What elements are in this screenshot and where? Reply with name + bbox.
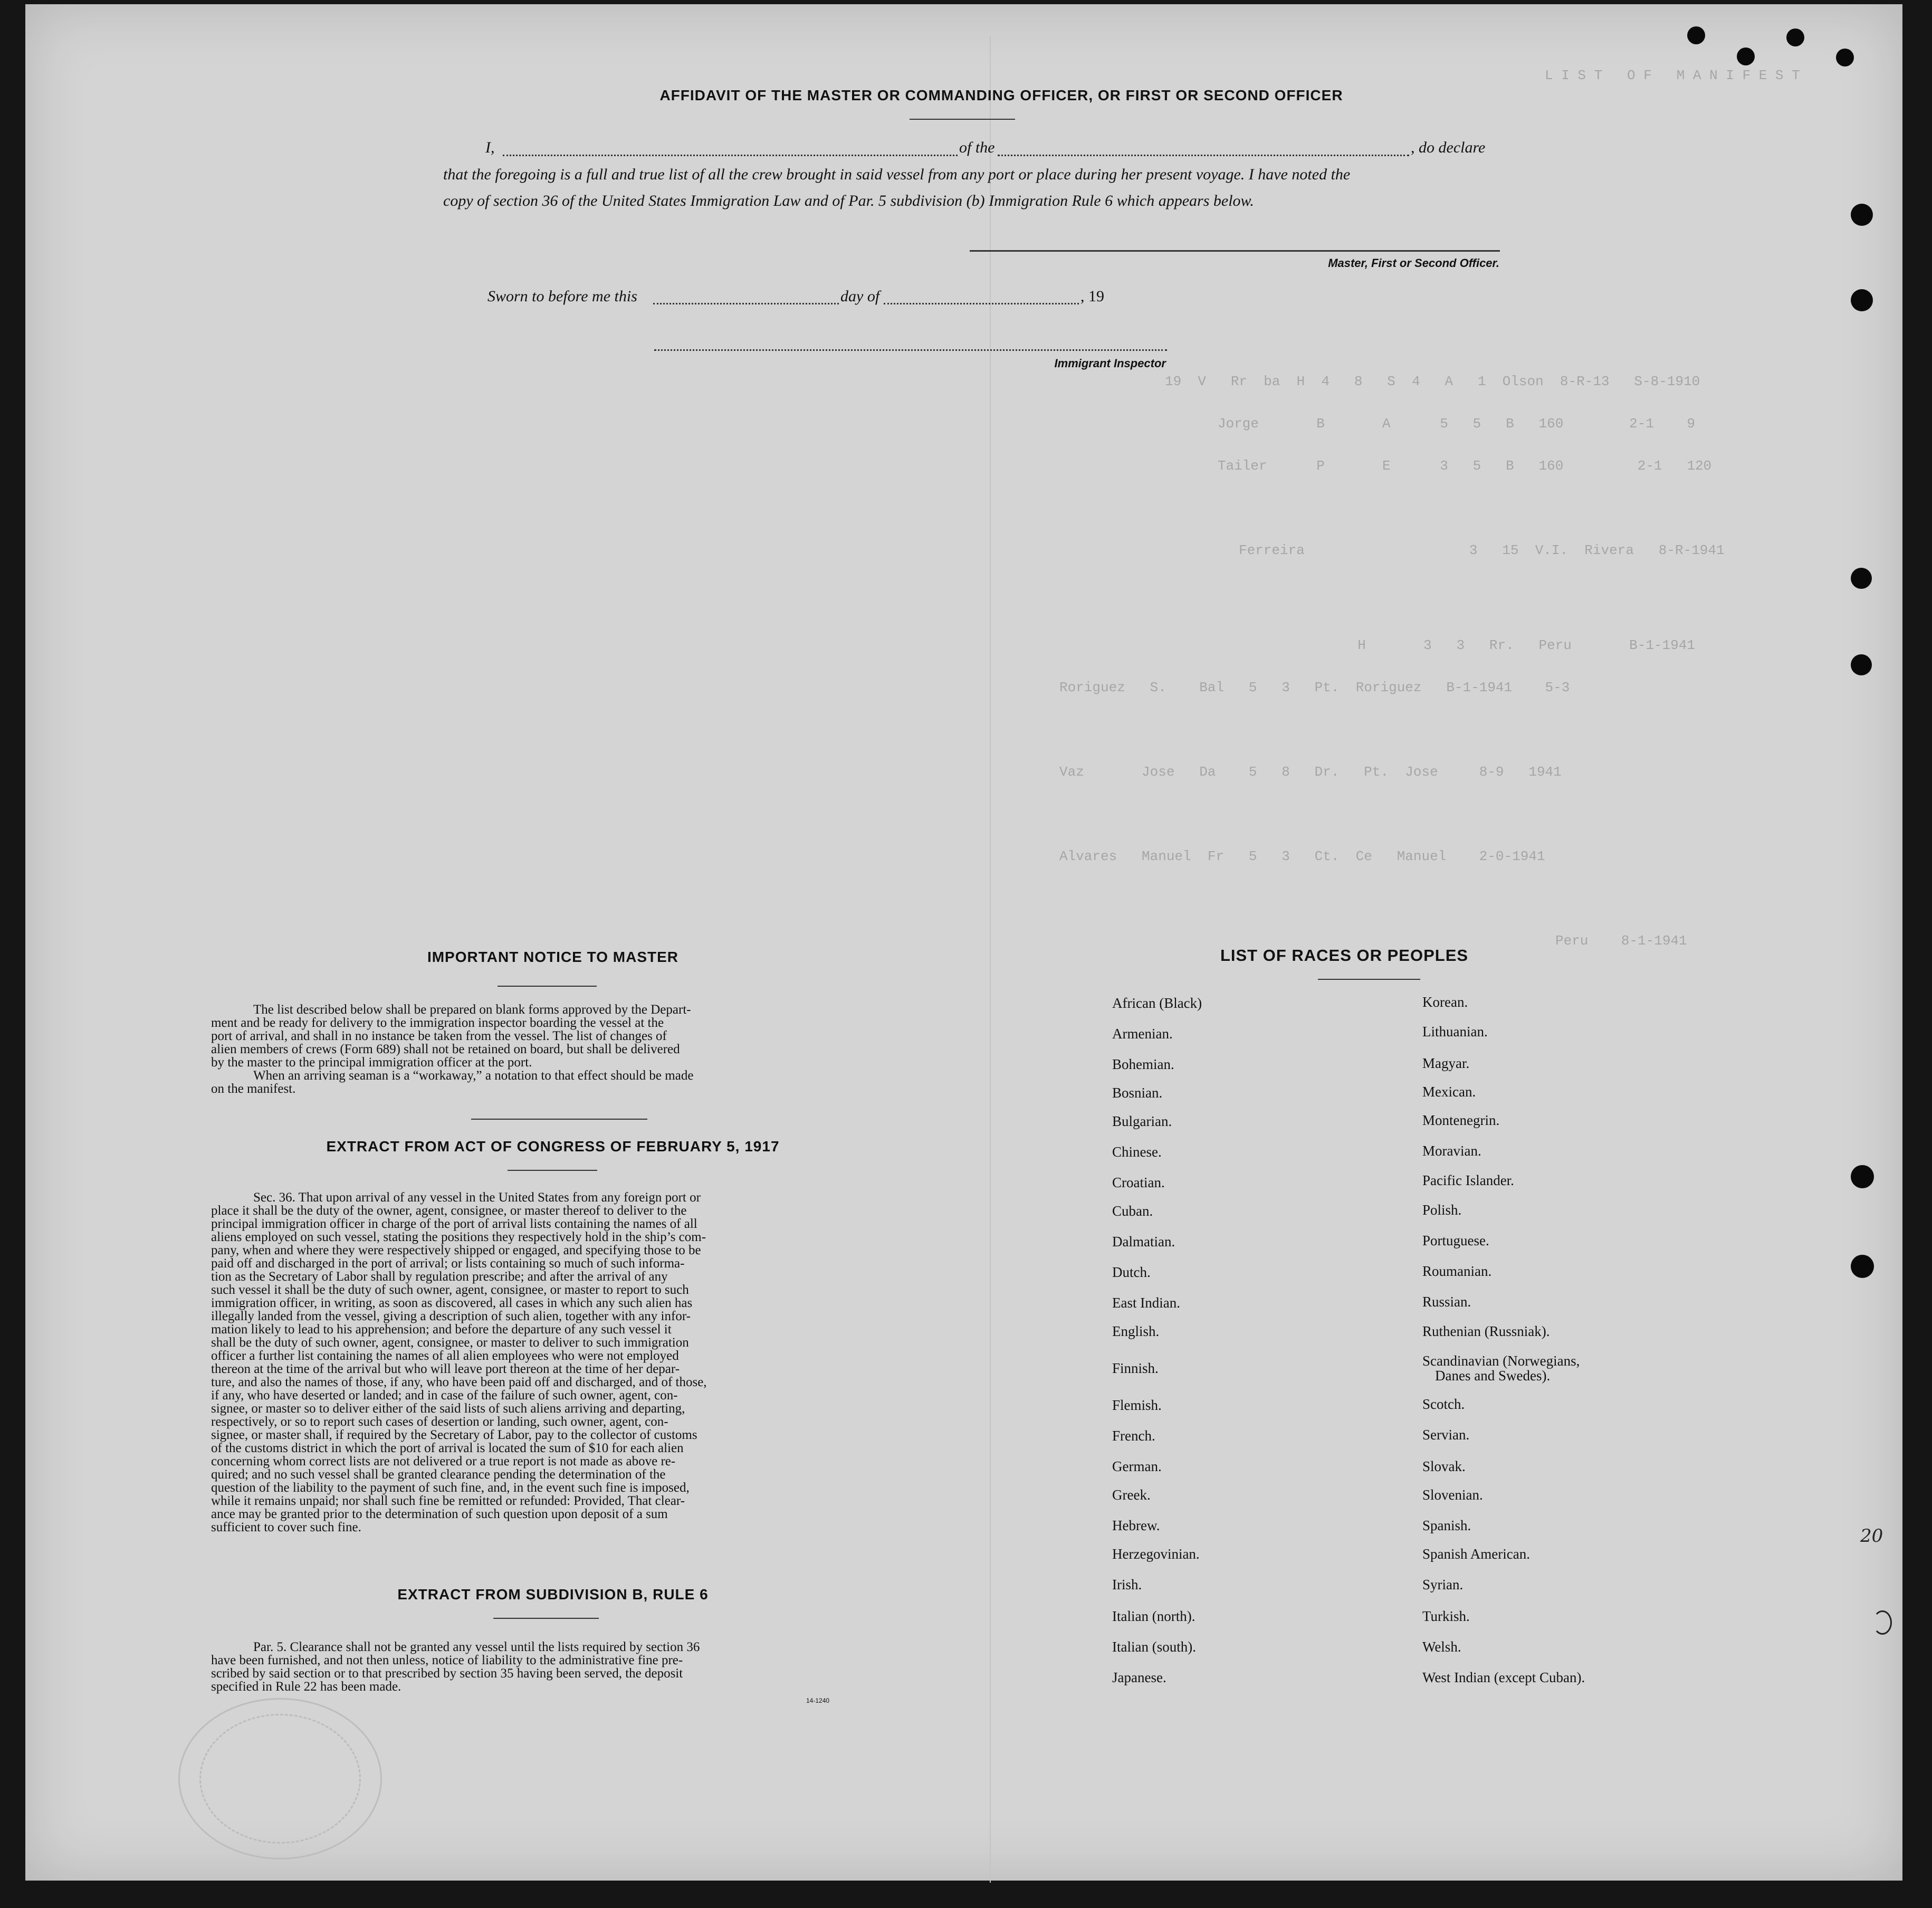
sworn-month-field[interactable] (884, 303, 1079, 304)
notice-line: port of arrival, and shall in no instance be taken from the vessel. The list of changes of (211, 1029, 667, 1043)
race-item: Bosnian. (1112, 1085, 1163, 1101)
act-line: question of the liability to the payment of such fine, and, in the event such fine is imposed, (211, 1481, 690, 1495)
act-line: mation likely to lead to his apprehension; and before the departure of any such vessel it (211, 1322, 672, 1337)
act-line: if any, who have deserted or landed; and in case of the failure of such owner, agent, con- (211, 1388, 678, 1403)
races-title-rule (1318, 979, 1420, 980)
notice-title-rule (498, 986, 597, 987)
race-item: Russian. (1422, 1294, 1471, 1310)
notice-line: on the manifest. (211, 1082, 296, 1096)
act-line: tion as the Secretary of Labor shall by regulation prescribe; and after the arrival of any (211, 1270, 668, 1284)
race-item: Croatian. (1112, 1175, 1165, 1190)
punch-hole (1851, 289, 1873, 311)
act-line: quired; and no such vessel shall be granted clearance pending the determination of the (211, 1467, 666, 1482)
race-item: English. (1112, 1323, 1160, 1339)
master-signature-label: Master, First or Second Officer. (1328, 256, 1499, 270)
race-item: Chinese. (1112, 1144, 1162, 1160)
notice-title: IMPORTANT NOTICE TO MASTER (427, 949, 679, 965)
race-item: Scandinavian (Norwegians, (1422, 1353, 1580, 1369)
race-item: Spanish American. (1422, 1546, 1530, 1562)
race-item: Scotch. (1422, 1396, 1465, 1412)
race-item: Korean. (1422, 994, 1468, 1010)
act-line: aliens employed on such vessel, stating the positions they respectively hold in the ship’s com- (211, 1230, 706, 1244)
race-item: West Indian (except Cuban). (1422, 1669, 1585, 1685)
rule-line: specified in Rule 22 has been made. (211, 1680, 401, 1694)
punch-hole (1851, 1255, 1874, 1278)
act-line: principal immigration officer in charge of the port of arrival lists containing the names of all (211, 1217, 697, 1231)
race-item: Pacific Islander. (1422, 1172, 1514, 1188)
notice-line: ment and be ready for delivery to the immigration inspector boarding the vessel at the (211, 1016, 664, 1030)
race-item: Bohemian. (1112, 1056, 1174, 1072)
punch-hole (1786, 28, 1804, 46)
inspector-label: Immigrant Inspector (1054, 357, 1166, 370)
punch-hole (1851, 1165, 1874, 1188)
punch-hole (1851, 568, 1872, 589)
form-number: 14-1240 (806, 1697, 830, 1704)
act-line: signee, or master shall, if required by the Secretary of Labor, pay to the collector of customs (211, 1428, 697, 1442)
rule-title: EXTRACT FROM SUBDIVISION B, RULE 6 (397, 1586, 709, 1602)
document-sheet: L I S T O F M A N I F E S T 19 V Rr ba H 4 8 S 4 A 1 Olson 8-R-13 S-8-1910 Jorge B A 5 5 B 160 2-1 9 Tailer P E 3 5 B 160 2-1 120 Ferreira 3 15 V.I. Rivera 8-R-1941 H 3 3 Rr. Peru B-1-1941 Roriguez S. Bal 5 3 Pt. Roriguez B-1-1941 5-3 Vaz Jose Da 5 8 Dr. Pt. Jose 8-9 1941 Alvares Manuel Fr 5 3 Ct. Ce Manuel 2-0-1941 Peru 8-1-1941 AFFIDAVIT OF THE MASTER OR COMMANDING OFFICER, OR FIRST OR SECOND OFFICER I, of the , do declare that the foregoing is a full and true list of all the crew brought in said vessel from any port or place during her present voyage. I have noted the copy of section 36 of the United States Immigration Law and of Par. 5 subdivision (b) Immigration Rule 6 which appears below. Master, First or Second Officer. Sworn to before me this day of , 19 Immigrant Inspector IMPORTANT NOTICE TO MASTER The list described below shall be prepared on blank forms approved by the Depart- ment and be ready for delivery to the immigration inspector boarding the vessel at the port of arrival, and shall in no instance be taken from the vessel. The list of changes of alien members of crews (Form 689) shall not be retained on board, but shall be delivered by the master to the principal immigration officer at the port. When an arriving seaman is a “workaway,” a notation to that effect should be made on the manifest. EXTRACT FROM ACT OF CONGRESS OF FEBRUARY 5, 1917 Sec. 36. That upon arrival of any vessel in the United States from any foreign port or place it shall be the duty of the owner, agent, consignee, or master thereof to deliver to the principal immigration officer in charge of the port of arrival lists containing the names of all aliens employed on such vessel, stating the positions they respectively hold in the ship’s com- pany, when and where they were respectively shipped or engaged, and specifying those to be paid off and discharged in the port of arrival; or lists containing so much of such informa- tion as the Secretary of Labor shall by regulation prescribe; and after the arrival of any such vessel it shall be the duty of such owner, agent, consignee, or master to report to such immigration officer, in writing, as soon as discovered, all cases in which any such alien has illegally landed from the vessel, giving a description of such alien, together with any infor- mation likely to lead to his apprehension; and before the departure of any such vessel it shall be the duty of such owner, agent, consignee, or master to deliver to such immigration officer a further list containing the names of all alien employees who were not employed thereon at the time of the arrival but who will leave port thereon at the time of her depar- ture, and also the names of those, if any, who have been paid off and discharged, and of those, if any, who have deserted or landed; and in case of the failure of such owner, agent, con- signee, or master so to deliver either of the said lists of such aliens arriving and departing, respectively, or so to report such cases of desertion or landing, such owner, agent, con- signee, or master shall, if required by the Secretary of Labor, pay to the collector of customs of the customs district in which the port of arrival is located the sum of $10 for each alien concerning whom correct lists are not delivered or a true report is not made as above re- quired; and no such vessel shall be granted clearance pending the determination of the question of the liability to the payment of such fine, and, in the event such fine is imposed, while it remains unpaid; nor shall such fine be remitted or refunded: Provided, That clear- ance may be granted prior to the determination of such question upon deposit of a sum sufficient to cover such fine. EXTRACT FROM SUBDIVISION B, RULE 6 Par. 5. Clearance shall not be granted any vessel until the lists required by section 36 have been furnished, and not then unless, notice of liability to the administrative fine pre- scribed by said section or to that prescribed by section 35 having been served, the deposit specified in Rule 22 has been made. 14-1240 LIST OF RACES OR PEOPLES African (Black) Armenian. Bohemian. Bosnian. Bulgarian. Chinese. Croatian. Cuban. Dalmatian. Dutch. East Indian. English. Finnish. Flemish. French. German. Greek. Hebrew. Herzegovinian. Irish. Italian (north). Italian (south). Japanese. Korean. Lithuanian. Magyar. Mexican. Montenegrin. Moravian. Pacific Islander. Polish. Portuguese. Roumanian. Russian. Ruthenian (Russniak). Scandinavian (Norwegians, Danes and Swedes). Scotch. Servian. Slovak. Slovenian. Spanish. Spanish American. Syrian. Turkish. Welsh. West Indian (except Cuban). 20 (25, 4, 1902, 1881)
vessel-name-field[interactable] (998, 155, 1409, 156)
race-item: Lithuanian. (1422, 1024, 1488, 1039)
affidavit-i: I, (485, 139, 495, 156)
rule-body (211, 1640, 864, 1693)
act-line: officer a further list containing the names of all alien employees who were not employed (211, 1349, 679, 1363)
act-line: concerning whom correct lists are not delivered or a true report is not made as above re- (211, 1454, 676, 1468)
race-item: Slovenian. (1422, 1487, 1483, 1503)
race-item: Italian (south). (1112, 1639, 1196, 1655)
race-item: Welsh. (1422, 1639, 1461, 1655)
act-line: thereon at the time of the arrival but who will leave port thereon at the time of her depar- (211, 1362, 680, 1376)
race-item: Irish. (1112, 1577, 1142, 1592)
sworn-day-of: day of (840, 288, 880, 305)
punch-hole (1851, 204, 1873, 226)
affidavit-line3: copy of section 36 of the United States Immigration Law and of Par. 5 subdivision (b) Immigration Rule 6 which appears below. (443, 192, 1254, 209)
act-line: ture, and also the names of those, if any, who have been paid off and discharged, and of those, (211, 1375, 707, 1389)
race-item: German. (1112, 1458, 1162, 1474)
act-line: such vessel it shall be the duty of such owner, agent, consignee, or master to report to such (211, 1283, 689, 1297)
page-fold (990, 36, 991, 1883)
notice-line: by the master to the principal immigration officer at the port. (211, 1055, 532, 1070)
act-line: paid off and discharged in the port of arrival; or lists containing so much of such informa- (211, 1256, 685, 1271)
race-item: Syrian. (1422, 1577, 1464, 1592)
race-item: Polish. (1422, 1202, 1462, 1218)
act-line: ance may be granted prior to the determination of such question upon deposit of a sum (211, 1507, 668, 1521)
race-item: Servian. (1422, 1427, 1470, 1443)
act-line: of the customs district in which the port of arrival is located the sum of $10 for each alien (211, 1441, 684, 1455)
act-line: signee, or master so to deliver either of the said lists of such aliens arriving and departing, (211, 1401, 685, 1416)
punch-hole (1836, 49, 1854, 66)
race-item: French. (1112, 1428, 1155, 1444)
act-line: while it remains unpaid; nor shall such fine be remitted or refunded: Provided, That clear- (211, 1494, 685, 1508)
race-item: Cuban. (1112, 1203, 1153, 1219)
race-item: Magyar. (1422, 1055, 1470, 1071)
rule-line: have been furnished, and not then unless, notice of liability to the administrative fine pre- (211, 1653, 683, 1667)
torn-punch-hole (1873, 1610, 1892, 1635)
race-item: Finnish. (1112, 1360, 1159, 1376)
act-line: sufficient to cover such fine. (211, 1520, 361, 1534)
sworn-day-field[interactable] (653, 303, 839, 304)
act-line: immigration officer, in writing, as soon as discovered, all cases in which any such alien has (211, 1296, 693, 1310)
inspector-signature-line[interactable] (654, 349, 1167, 351)
master-name-field[interactable] (503, 155, 958, 156)
sworn-year: , 19 (1080, 288, 1104, 305)
race-item: East Indian. (1112, 1295, 1180, 1311)
rule-title-rule (493, 1618, 599, 1619)
act-line: respectively, or so to report such cases of desertion or landing, such owner, agent, con- (211, 1415, 668, 1429)
affidavit-title-rule (910, 119, 1015, 120)
master-signature-line[interactable] (970, 250, 1500, 252)
race-item: Roumanian. (1422, 1263, 1492, 1279)
race-item: Dalmatian. (1112, 1234, 1175, 1249)
affidavit-line2: that the foregoing is a full and true list of all the crew brought in said vessel from any port or place during her present voyage. I have noted the (443, 166, 1351, 183)
race-item: Moravian. (1422, 1143, 1481, 1159)
race-item: Spanish. (1422, 1518, 1471, 1533)
race-item: Ruthenian (Russniak). (1422, 1323, 1550, 1339)
notice-line: The list described below shall be prepared on blank forms approved by the Depart- (253, 1003, 691, 1017)
punch-hole (1687, 26, 1705, 44)
notice-body (211, 1003, 860, 1095)
rule-line: scribed by said section or to that prescribed by section 35 having been served, the deposit (211, 1666, 683, 1681)
notice-line: When an arriving seaman is a “workaway,” a notation to that effect should be made (253, 1069, 694, 1083)
race-item: Herzegovinian. (1112, 1546, 1200, 1562)
race-item: Flemish. (1112, 1397, 1162, 1413)
act-line: place it shall be the duty of the owner, agent, consignee, or master thereof to deliver to the (211, 1204, 687, 1218)
race-item: Italian (north). (1112, 1608, 1195, 1624)
races-title: LIST OF RACES OR PEOPLES (1220, 946, 1469, 965)
race-item: Bulgarian. (1112, 1113, 1172, 1129)
race-item: Dutch. (1112, 1264, 1151, 1280)
act-title: EXTRACT FROM ACT OF CONGRESS OF FEBRUARY 5, 1917 (326, 1138, 780, 1155)
race-item: African (Black) (1112, 995, 1202, 1011)
race-item-continued: Danes and Swedes). (1435, 1368, 1551, 1384)
notice-section-rule (471, 1119, 647, 1120)
race-item: Japanese. (1112, 1669, 1166, 1685)
sworn-prefix: Sworn to before me this (487, 288, 637, 305)
rule-line: Par. 5. Clearance shall not be granted any vessel until the lists required by section 36 (253, 1640, 700, 1654)
punch-hole (1851, 654, 1872, 675)
embossed-seal-inner (199, 1714, 361, 1844)
race-item: Turkish. (1422, 1608, 1470, 1624)
race-item: Slovak. (1422, 1458, 1466, 1474)
race-item: Montenegrin. (1422, 1112, 1500, 1128)
notice-line: alien members of crews (Form 689) shall not be retained on board, but shall be delivered (211, 1042, 680, 1056)
race-item: Greek. (1112, 1487, 1151, 1503)
act-title-rule (508, 1170, 597, 1171)
act-line: illegally landed from the vessel, giving a description of such alien, together with any infor- (211, 1309, 691, 1323)
act-line: shall be the duty of such owner, agent, consignee, or master to deliver to such immigration (211, 1335, 689, 1350)
act-body (211, 1191, 860, 1534)
act-line: pany, when and where they were respectively shipped or engaged, and specifying those to be (211, 1243, 701, 1257)
act-line: Sec. 36. That upon arrival of any vessel in the United States from any foreign port or (253, 1190, 701, 1205)
affidavit-title: AFFIDAVIT OF THE MASTER OR COMMANDING OFFICER, OR FIRST OR SECOND OFFICER (659, 87, 1343, 103)
race-item: Portuguese. (1422, 1233, 1489, 1248)
affidavit-do-declare: , do declare (1411, 139, 1486, 156)
handwritten-page-number: 20 (1860, 1525, 1883, 1547)
race-item: Armenian. (1112, 1026, 1173, 1042)
race-item: Hebrew. (1112, 1518, 1160, 1533)
punch-hole (1737, 47, 1755, 65)
race-item: Mexican. (1422, 1084, 1476, 1100)
affidavit-of-the: of the (959, 139, 995, 156)
